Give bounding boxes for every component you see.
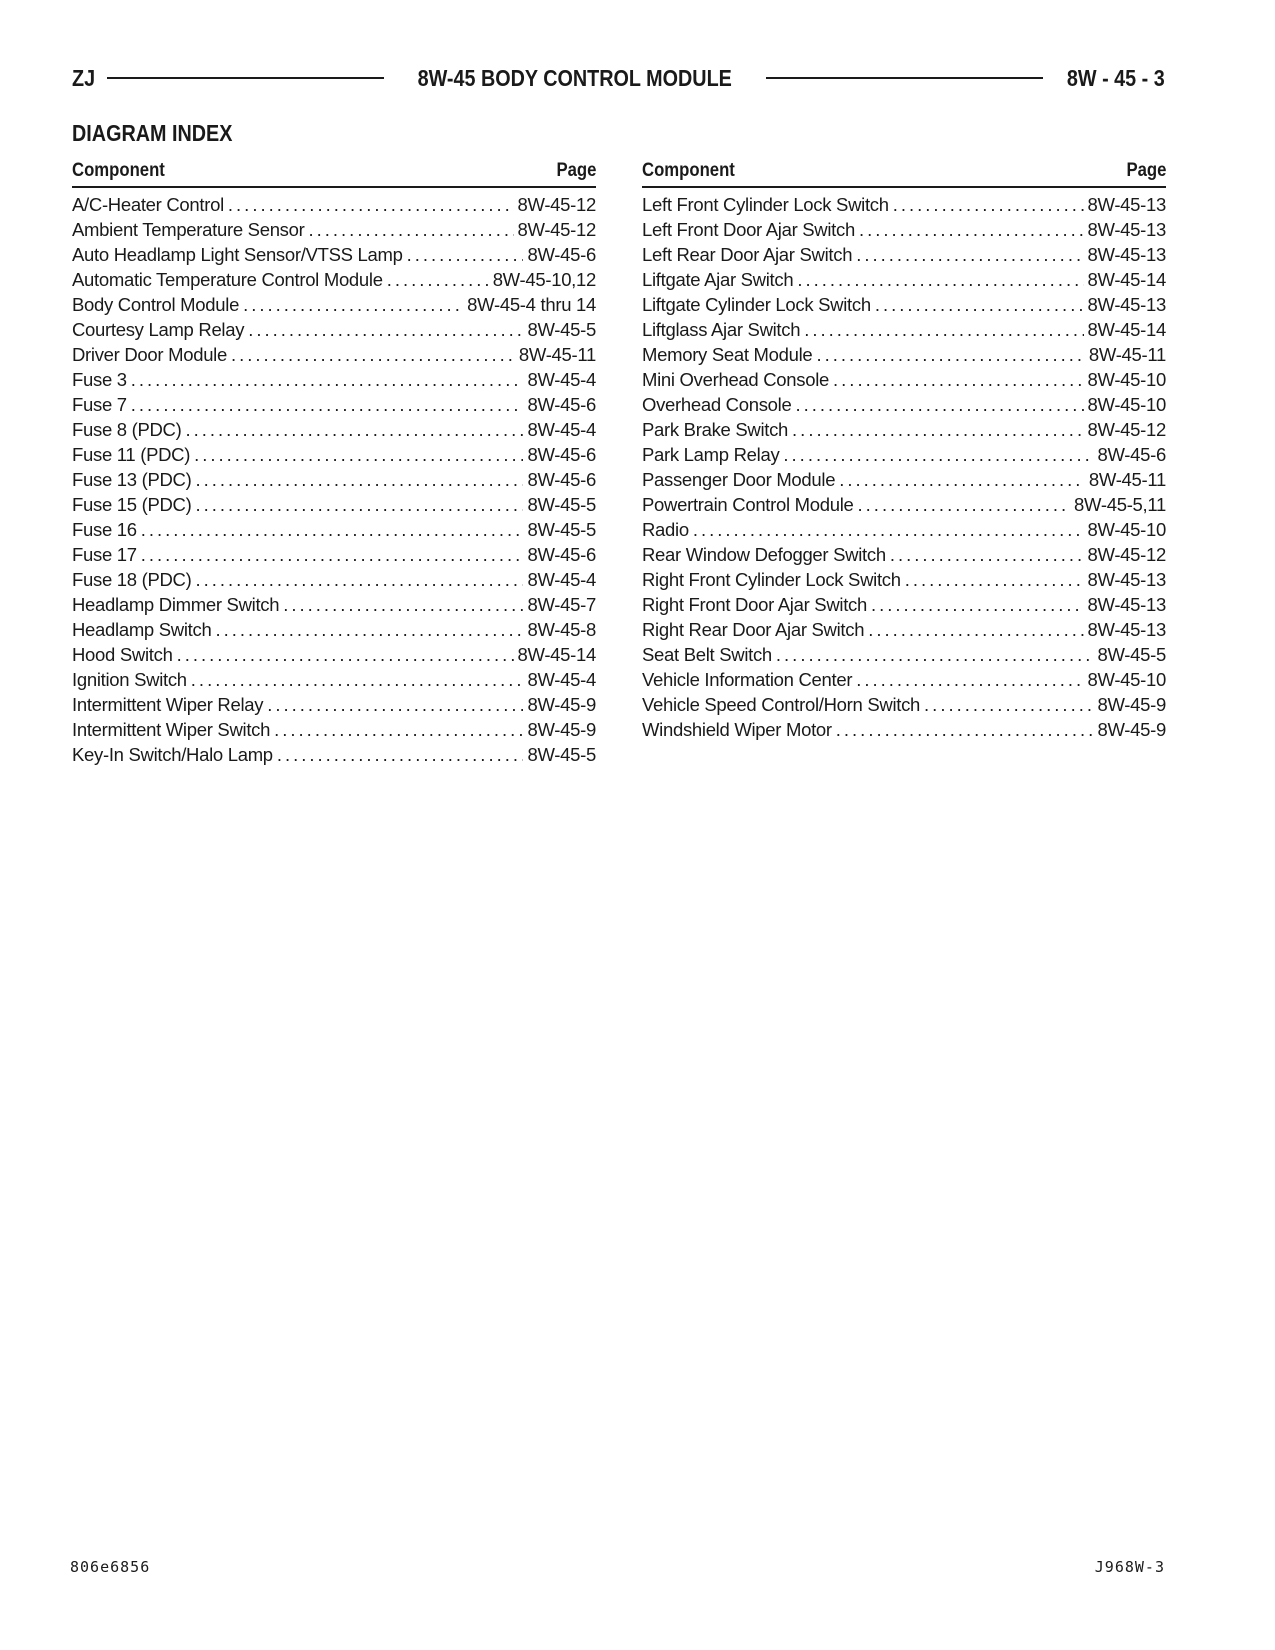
- index-entry: [72, 592, 596, 617]
- page-header-label: Page: [556, 160, 596, 181]
- dot-leader: [194, 442, 523, 467]
- page-header-label: Page: [1126, 160, 1166, 181]
- page-reference: 8W-45-9: [1097, 719, 1166, 740]
- dot-leader: [836, 717, 1094, 742]
- component-name: Seat Belt Switch: [642, 644, 772, 665]
- page-reference: 8W-45-11: [1088, 344, 1166, 365]
- index-entry: [72, 642, 596, 667]
- component-name: Fuse 16: [72, 519, 137, 540]
- index-entry: [642, 217, 1166, 242]
- component-name: Headlamp Switch: [72, 619, 212, 640]
- page-reference: 8W-45-13: [1087, 194, 1166, 215]
- dot-leader: [283, 592, 523, 617]
- index-entry: [642, 517, 1166, 542]
- index-entry: [72, 717, 596, 742]
- component-name: Overhead Console: [642, 394, 792, 415]
- column-header: [72, 156, 596, 188]
- dot-leader: [131, 367, 524, 392]
- component-name: Automatic Temperature Control Module: [72, 269, 383, 290]
- dot-leader: [816, 342, 1084, 367]
- component-name: Vehicle Speed Control/Horn Switch: [642, 694, 921, 715]
- page-reference: 8W-45-13: [1087, 569, 1166, 590]
- component-name: Fuse 18 (PDC): [72, 569, 192, 590]
- dot-leader: [795, 392, 1083, 417]
- component-name: Intermittent Wiper Switch: [72, 719, 271, 740]
- page-reference: 8W-45-6: [527, 394, 596, 415]
- page-reference: 8W-45-4: [527, 369, 596, 390]
- dot-leader: [308, 217, 513, 242]
- page-reference: 8W-45-14: [517, 644, 596, 665]
- dot-leader: [228, 192, 514, 217]
- page-reference: 8W-45-5: [1097, 644, 1166, 665]
- dot-leader: [856, 667, 1083, 692]
- dot-leader: [924, 692, 1093, 717]
- component-name: Left Rear Door Ajar Switch: [642, 244, 853, 265]
- dot-leader: [131, 392, 524, 417]
- component-name: Liftgate Cylinder Lock Switch: [642, 294, 871, 315]
- index-entry: [72, 517, 596, 542]
- component-name: Passenger Door Module: [642, 469, 836, 490]
- page-reference: 8W-45-11: [518, 344, 596, 365]
- index-entry: [72, 242, 596, 267]
- index-entry: [642, 317, 1166, 342]
- dot-leader: [195, 567, 523, 592]
- index-entry: [642, 267, 1166, 292]
- page-reference: 8W-45-13: [1087, 294, 1166, 315]
- index-entry: [642, 592, 1166, 617]
- dot-leader: [185, 417, 523, 442]
- page-reference: 8W-45-12: [517, 219, 596, 240]
- component-name: Right Rear Door Ajar Switch: [642, 619, 865, 640]
- page-reference: 8W-45-6: [527, 244, 596, 265]
- page-reference: 8W-45-10: [1087, 519, 1166, 540]
- page-reference: 8W-45-10: [1087, 369, 1166, 390]
- index-entry: [72, 317, 596, 342]
- component-name: Fuse 3: [72, 369, 127, 390]
- page-reference: 8W-45-4: [527, 569, 596, 590]
- index-entry: [642, 492, 1166, 517]
- index-entry: [642, 292, 1166, 317]
- dot-leader: [792, 417, 1083, 442]
- dot-leader: [274, 717, 523, 742]
- index-entry: [72, 617, 596, 642]
- component-name: Rear Window Defogger Switch: [642, 544, 886, 565]
- dot-leader: [195, 492, 523, 517]
- dot-leader: [407, 242, 524, 267]
- index-entry: [72, 742, 596, 767]
- component-name: Auto Headlamp Light Sensor/VTSS Lamp: [72, 244, 403, 265]
- component-name: Ignition Switch: [72, 669, 187, 690]
- page-reference: 8W-45-5,11: [1074, 494, 1166, 515]
- page-reference: 8W-45-6: [527, 469, 596, 490]
- component-name: Left Front Cylinder Lock Switch: [642, 194, 889, 215]
- header-rule-right: [766, 77, 1043, 79]
- dot-leader: [890, 542, 1084, 567]
- dot-leader: [856, 242, 1083, 267]
- page-reference: 8W-45-9: [1097, 694, 1166, 715]
- dot-leader: [243, 292, 463, 317]
- component-header: Component: [72, 160, 165, 181]
- dot-leader: [215, 617, 523, 642]
- component-name: Ambient Temperature Sensor: [72, 219, 305, 240]
- component-name: Windshield Wiper Motor: [642, 719, 832, 740]
- page-reference: 8W-45-12: [517, 194, 596, 215]
- dot-leader: [859, 217, 1084, 242]
- page-reference: 8W-45-4: [527, 419, 596, 440]
- index-entry: [642, 667, 1166, 692]
- page-reference: 8W-45-4 thru 14: [467, 294, 596, 315]
- component-name: Park Lamp Relay: [642, 444, 780, 465]
- page-reference: 8W-45-13: [1087, 594, 1166, 615]
- index-entry: [72, 542, 596, 567]
- index-entry: [72, 667, 596, 692]
- index-entry: [642, 192, 1166, 217]
- page-reference: 8W-45-9: [527, 719, 596, 740]
- component-name: Fuse 17: [72, 544, 137, 565]
- dot-leader: [141, 517, 524, 542]
- section-heading: 8W-45 BODY CONTROL MODULE: [417, 64, 733, 91]
- dot-leader: [833, 367, 1083, 392]
- index-entry: [642, 692, 1166, 717]
- component-name: Radio: [642, 519, 689, 540]
- component-name: Driver Door Module: [72, 344, 227, 365]
- page-reference: 8W-45-9: [527, 694, 596, 715]
- component-name: Fuse 8 (PDC): [72, 419, 182, 440]
- dot-leader: [875, 292, 1084, 317]
- component-name: Powertrain Control Module: [642, 494, 854, 515]
- component-name: Courtesy Lamp Relay: [72, 319, 245, 340]
- component-name: Intermittent Wiper Relay: [72, 694, 264, 715]
- page-reference: 8W-45-14: [1087, 319, 1166, 340]
- dot-leader: [177, 642, 514, 667]
- dot-leader: [868, 617, 1083, 642]
- footer-code-right: J968W-3: [1094, 1558, 1165, 1576]
- page-reference: 8W-45-10: [1087, 394, 1166, 415]
- header-rule-left: [107, 77, 384, 79]
- page-reference: 8W-45-13: [1087, 619, 1166, 640]
- page-reference: 8W-45-10,12: [492, 269, 596, 290]
- index-list-left: [72, 192, 596, 767]
- component-name: A/C-Heater Control: [72, 194, 224, 215]
- page-reference: 8W-45-4: [527, 669, 596, 690]
- page-reference: 8W-45-14: [1087, 269, 1166, 290]
- page-reference: 8W-45-5: [527, 319, 596, 340]
- component-name: Fuse 13 (PDC): [72, 469, 192, 490]
- dot-leader: [248, 317, 523, 342]
- dot-leader: [776, 642, 1094, 667]
- index-entry: [72, 392, 596, 417]
- page-number: 8W - 45 - 3: [1067, 64, 1165, 91]
- component-name: Right Front Door Ajar Switch: [642, 594, 867, 615]
- page-reference: 8W-45-5: [527, 519, 596, 540]
- dot-leader: [839, 467, 1085, 492]
- dot-leader: [804, 317, 1083, 342]
- component-name: Left Front Door Ajar Switch: [642, 219, 855, 240]
- index-entry: [72, 192, 596, 217]
- index-column-left: [72, 156, 596, 767]
- page-reference: 8W-45-6: [1097, 444, 1166, 465]
- page-reference: 8W-45-10: [1087, 669, 1166, 690]
- component-name: Key-In Switch/Halo Lamp: [72, 744, 273, 765]
- page-reference: 8W-45-5: [527, 744, 596, 765]
- dot-leader: [277, 742, 524, 767]
- page-reference: 8W-45-8: [527, 619, 596, 640]
- component-name: Body Control Module: [72, 294, 240, 315]
- model-code: ZJ: [72, 64, 96, 91]
- page-reference: 8W-45-5: [527, 494, 596, 515]
- index-entry: [642, 442, 1166, 467]
- component-name: Fuse 15 (PDC): [72, 494, 192, 515]
- component-header: Component: [642, 160, 735, 181]
- index-column-right: [642, 156, 1166, 742]
- dot-leader: [893, 192, 1084, 217]
- index-entry: [642, 642, 1166, 667]
- index-entry: [72, 267, 596, 292]
- dot-leader: [387, 267, 489, 292]
- index-entry: [72, 367, 596, 392]
- index-entry: [642, 567, 1166, 592]
- index-list-right: [642, 192, 1166, 742]
- index-entry: [642, 467, 1166, 492]
- dot-leader: [858, 492, 1071, 517]
- index-entry: [642, 392, 1166, 417]
- page-reference: 8W-45-13: [1087, 244, 1166, 265]
- component-name: Park Brake Switch: [642, 419, 789, 440]
- dot-leader: [141, 542, 524, 567]
- page-reference: 8W-45-12: [1087, 419, 1166, 440]
- index-entry: [642, 542, 1166, 567]
- component-name: Liftglass Ajar Switch: [642, 319, 801, 340]
- index-entry: [72, 417, 596, 442]
- index-entry: [72, 292, 596, 317]
- dot-leader: [871, 592, 1084, 617]
- footer-code-left: 806e6856: [70, 1558, 151, 1576]
- index-entry: [642, 242, 1166, 267]
- page-reference: 8W-45-11: [1088, 469, 1166, 490]
- index-entry: [72, 342, 596, 367]
- page-reference: 8W-45-6: [527, 544, 596, 565]
- component-name: Headlamp Dimmer Switch: [72, 594, 280, 615]
- page-reference: 8W-45-7: [527, 594, 596, 615]
- index-entry: [72, 492, 596, 517]
- page-header: [72, 62, 1165, 94]
- page-reference: 8W-45-13: [1087, 219, 1166, 240]
- index-entry: [642, 617, 1166, 642]
- index-entry: [72, 567, 596, 592]
- component-name: Right Front Cylinder Lock Switch: [642, 569, 901, 590]
- component-name: Vehicle Information Center: [642, 669, 853, 690]
- index-entry: [642, 367, 1166, 392]
- index-title: DIAGRAM INDEX: [72, 120, 233, 146]
- dot-leader: [693, 517, 1084, 542]
- dot-leader: [195, 467, 523, 492]
- dot-leader: [783, 442, 1093, 467]
- component-name: Memory Seat Module: [642, 344, 813, 365]
- component-name: Mini Overhead Console: [642, 369, 830, 390]
- index-entry: [642, 342, 1166, 367]
- column-header: [642, 156, 1166, 188]
- index-entry: [72, 217, 596, 242]
- dot-leader: [797, 267, 1083, 292]
- component-name: Fuse 7: [72, 394, 127, 415]
- dot-leader: [905, 567, 1084, 592]
- component-name: Liftgate Ajar Switch: [642, 269, 794, 290]
- index-entry: [642, 717, 1166, 742]
- component-name: Fuse 11 (PDC): [72, 444, 191, 465]
- index-entry: [72, 467, 596, 492]
- dot-leader: [191, 667, 524, 692]
- page-reference: 8W-45-12: [1087, 544, 1166, 565]
- page-reference: 8W-45-6: [527, 444, 596, 465]
- index-entry: [72, 692, 596, 717]
- index-entry: [642, 417, 1166, 442]
- index-entry: [72, 442, 596, 467]
- dot-leader: [267, 692, 523, 717]
- dot-leader: [231, 342, 515, 367]
- component-name: Hood Switch: [72, 644, 173, 665]
